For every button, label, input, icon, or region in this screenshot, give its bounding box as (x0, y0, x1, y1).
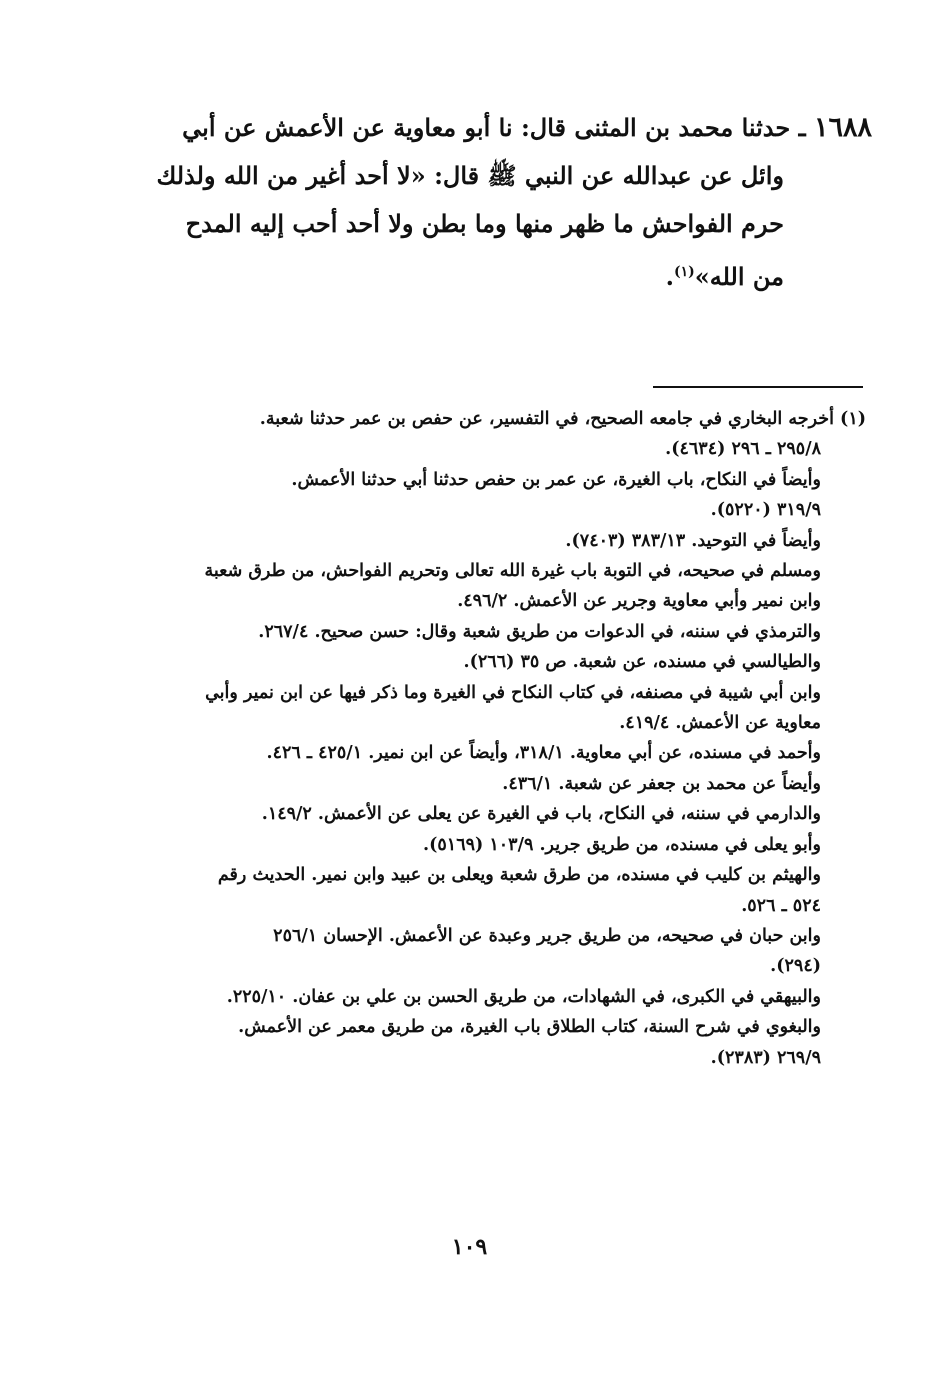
footnote-line: وأيضاً عن محمد بن جعفر عن شعبة. ٤٣٦/١. (502, 773, 821, 794)
footnote-line: ومسلم في صحيحه، في التوبة باب غيرة الله تعالى وتحريم الفواحش، من طرق شعبة (204, 561, 821, 582)
hadith-line (150, 152, 872, 200)
footnote-line: وأحمد في مسنده، عن أبي معاوية. ٣١٨/١، وأيضاً عن ابن نمير. ٤٢٥/١ ـ ٤٢٦. (266, 743, 821, 764)
footnote-line: وأيضاً في التوحيد. ٣٨٣/١٣ (٧٤٠٣). (565, 530, 821, 551)
footnote-line: وأيضاً في النكاح، باب الغيرة، عن عمر بن حفص حدثنا أبي حدثنا الأعمش. (291, 469, 821, 490)
footnote-line: (٢٩٤). (770, 956, 821, 977)
footnote-line: والترمذي في سننه، في الدعوات من طريق شعبة وقال: حسن صحيح. ٢٦٧/٤. (258, 621, 821, 642)
footnote-line: (١) أخرجه البخاري في جامعه الصحيح، في التفسير، عن حفص بن عمر حدثنا شعبة. (259, 409, 866, 429)
footnotes (150, 404, 866, 1073)
hadith-line (150, 104, 872, 152)
footnote-line: وابن أبي شيبة في مصنفه، في كتاب النكاح في الغيرة وما ذكر فيها عن ابن نمير وأبي (205, 682, 821, 703)
hadith-line (150, 200, 872, 248)
hadith-number: ١٦٨٨ (813, 112, 872, 143)
page-number: ١٠٩ (451, 1234, 488, 1260)
footnote-line: ٢٦٩/٩ (٢٣٨٣). (710, 1047, 821, 1068)
footnote-line: والدارمي في سننه، في النكاح، باب في الغيرة عن يعلى عن الأعمش. ١٤٩/٢. (261, 804, 821, 825)
hadith-line-text: وائل عن عبدالله عن النبي ﷺ قال: «لا أحد أغير من الله ولذلك (156, 161, 784, 190)
hadith-line-text: حرم الفواحش ما ظهر منها وما بطن ولا أحد أحب إليه المدح (185, 209, 784, 238)
footnote-line: وأبو يعلى في مسنده، من طريق جرير. ١٠٣/٩ (٥١٦٩). (423, 834, 821, 855)
footnote-line: وابن حبان في صحيحه، من طريق جرير وعبدة عن الأعمش. الإحسان ٢٥٦/١ (273, 925, 821, 946)
footnote-reference: (١) (673, 264, 695, 280)
footnote-line: ٣١٩/٩ (٥٢٢٠). (710, 500, 821, 521)
hadith-end-punctuation: . (665, 262, 674, 291)
footnote-line: والبيهقي في الكبرى، في الشهادات، من طريق الحسن بن علي بن عفان. ٢٢٥/١٠. (226, 986, 821, 1007)
footnote-line: والطيالسي في مسنده، عن شعبة. ص ٣٥ (٢٦٦). (463, 652, 821, 673)
hadith-text (150, 104, 872, 301)
hadith-line-text: من الله» (694, 262, 784, 291)
hadith-line (150, 248, 872, 301)
hadith-line-text: ـ حدثنا محمد بن المثنى قال: نا أبو معاوية عن الأعمش عن أبي (182, 113, 814, 142)
footnote-line: معاوية عن الأعمش. ٤١٩/٤. (619, 713, 821, 734)
footnote-line: ٢٩٥/٨ ـ ٢٩٦ (٤٦٣٤). (665, 439, 821, 460)
footnote-separator (653, 386, 863, 388)
footnote-line: والهيثم بن كليب في مسنده، من طرق شعبة ويعلى بن عبيد وابن نمير. الحديث رقم (217, 865, 821, 886)
footnote-line: والبغوي في شرح السنة، كتاب الطلاق باب الغيرة، من طريق معمر عن الأعمش. (238, 1017, 821, 1038)
footnote-line: ٥٢٤ ـ ٥٢٦. (741, 895, 821, 916)
footnote-line: وابن نمير وأبي معاوية وجرير عن الأعمش. ٤٩٦/٢. (457, 591, 821, 612)
